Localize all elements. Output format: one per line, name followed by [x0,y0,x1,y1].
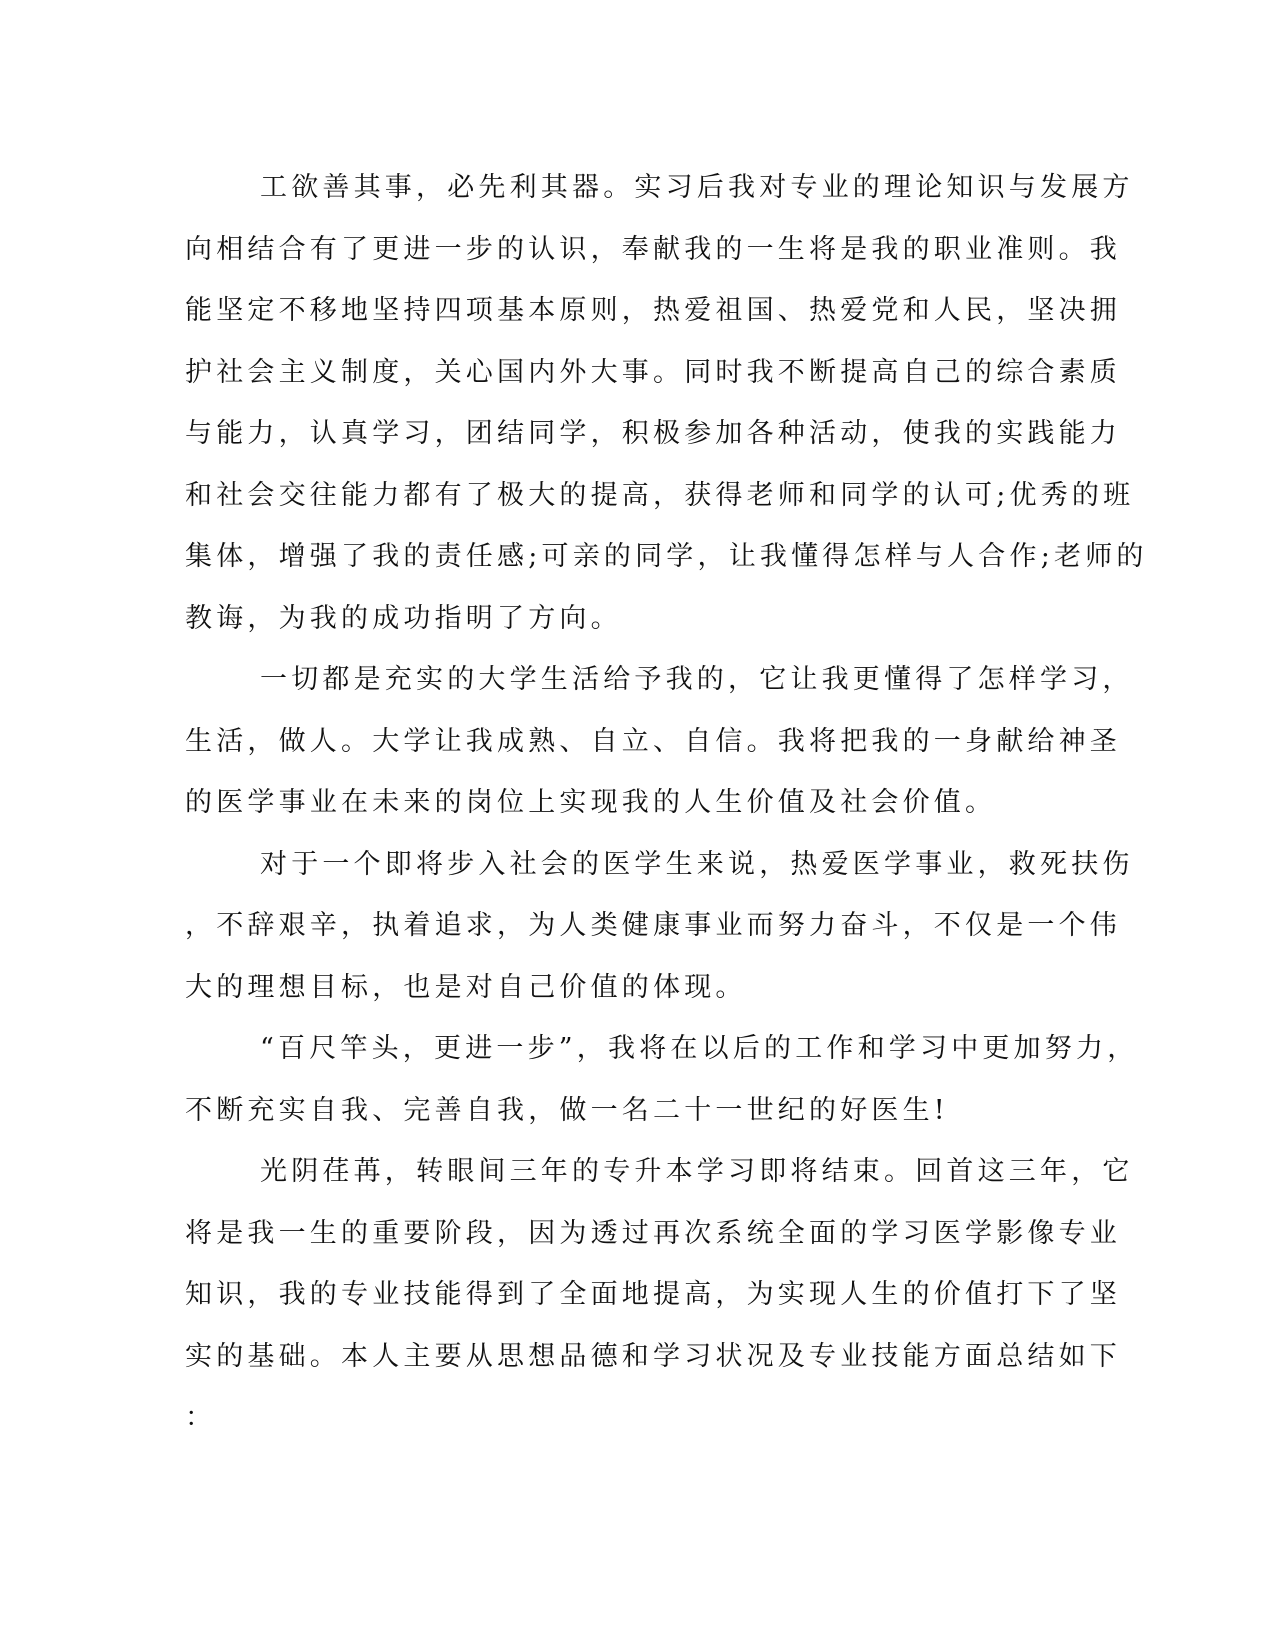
text-line: 对于一个即将步入社会的医学生来说，热爱医学事业，救死扶伤 [260,848,1134,880]
document-body [185,157,1148,1449]
text-line: 生活，做人。大学让我成熟、自立、自信。我将把我的一身献给神圣 [185,725,1121,757]
text-line: 光阴荏苒，转眼间三年的专升本学习即将结束。回首这三年，它 [260,1156,1134,1187]
text-line: 一切都是充实的大学生活给予我的，它让我更懂得了怎样学习， [260,664,1134,695]
text-line: 将是我一生的重要阶段，因为透过再次系统全面的学习医学影像专业 [185,1217,1121,1249]
text-line: ： [185,1402,217,1433]
text-line: 大的理想目标，也是对自己价值的体现。 [185,971,747,1003]
text-line: 向相结合有了更进一步的认识，奉献我的一生将是我的职业准则。我 [185,233,1121,265]
text-line: 不断充实自我、完善自我，做一名二十一世纪的好医生! [185,1094,949,1126]
text-line: 能坚定不移地坚持四项基本原则，热爱祖国、热爱党和人民，坚决拥 [185,295,1121,326]
text-line: 的医学事业在未来的岗位上实现我的人生价值及社会价值。 [185,787,997,818]
text-line: ，不辞艰辛，执着追求，为人类健康事业而努力奋斗，不仅是一个伟 [185,910,1121,941]
text-line: 与能力，认真学习，团结同学，积极参加各种活动，使我的实践能力 [185,418,1121,449]
text-line: 工欲善其事，必先利其器。实习后我对专业的理论知识与发展方 [260,172,1134,203]
text-line: 知识，我的专业技能得到了全面地提高，为实现人生的价值打下了坚 [185,1279,1121,1310]
text-line: 实的基础。本人主要从思想品德和学习状况及专业技能方面总结如下 [185,1340,1121,1372]
text-line: 集体，增强了我的责任感;可亲的同学，让我懂得怎样与人合作;老师的 [185,541,1148,572]
text-line: 护社会主义制度，关心国内外大事。同时我不断提高自己的综合素质 [185,356,1121,388]
text-line: 教诲，为我的成功指明了方向。 [185,602,622,634]
text-line: 和社会交往能力都有了极大的提高，获得老师和同学的认可;优秀的班 [185,479,1135,511]
text-line: “百尺竿头，更进一步”，我将在以后的工作和学习中更加努力， [260,1033,1139,1064]
